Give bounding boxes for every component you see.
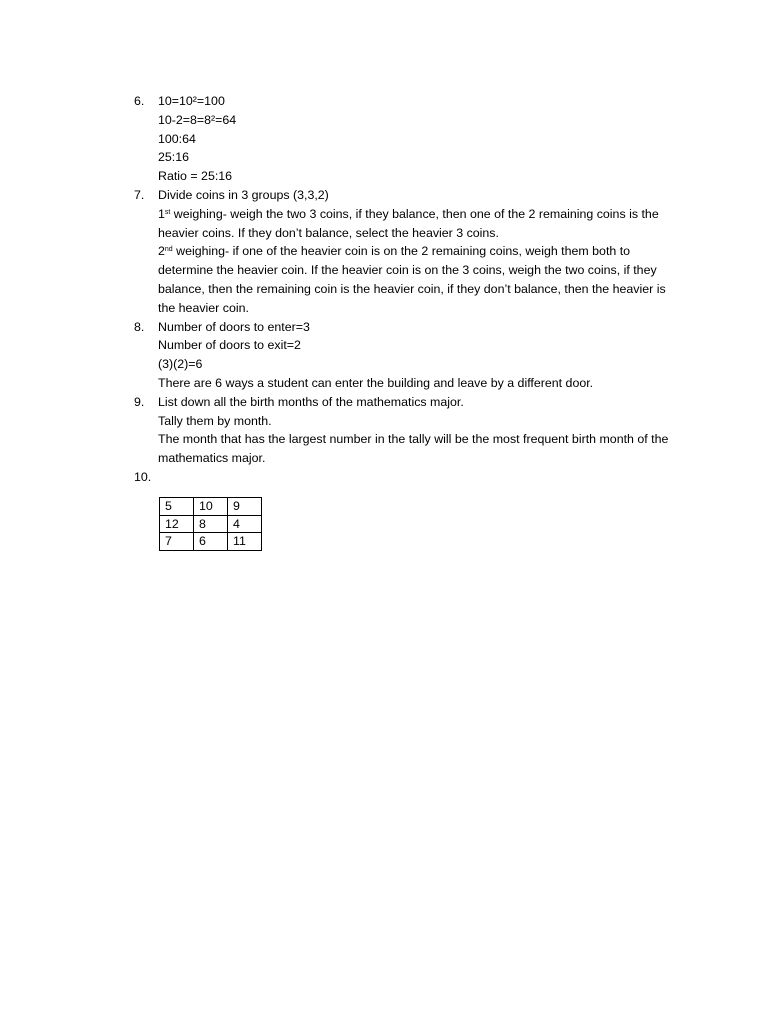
list-item-10	[134, 468, 679, 487]
ratio-result: Ratio = 25:16	[158, 169, 233, 184]
text-line: Number of doors to enter=3	[158, 319, 310, 334]
item-body	[158, 186, 679, 318]
table-cell: 5	[160, 498, 194, 516]
ordinal-number: 2	[158, 244, 165, 259]
item-body	[158, 318, 679, 393]
item-body	[158, 468, 679, 487]
text-line: There are 6 ways a student can enter the building and leave by a different door.	[158, 375, 594, 390]
item-number: 6.	[134, 94, 145, 108]
list-item-9	[134, 393, 679, 468]
table-row	[160, 515, 262, 533]
list-item-6	[134, 92, 679, 186]
first-weighing-paragraph	[158, 205, 679, 243]
text-line: Tally them by month.	[158, 413, 272, 428]
text-line: (3)(2)=6	[158, 357, 203, 372]
table-cell: 9	[228, 498, 262, 516]
list-item-8	[134, 318, 679, 393]
table-cell: 6	[194, 533, 228, 551]
ordinal-suffix: nd	[164, 246, 173, 254]
item-number: 10.	[134, 469, 152, 484]
item-body	[158, 393, 679, 468]
paragraph-text: weighing- weigh the two 3 coins, if they balance, then one of the 2 remaining coins is the heavier coins. If they don’t balance, select the heavier 3 coins.	[158, 206, 659, 240]
table-cell: 10	[194, 498, 228, 516]
table-row	[160, 498, 262, 516]
equation-line: 10=10²=100	[158, 94, 225, 108]
ratio-line: 25:16	[158, 150, 190, 165]
item-intro: Divide coins in 3 groups (3,3,2)	[158, 187, 329, 202]
ordinal-number: 1	[158, 206, 165, 221]
table-row	[160, 533, 262, 551]
table-cell: 12	[160, 515, 194, 533]
table-cell: 8	[194, 515, 228, 533]
second-weighing-paragraph	[158, 242, 679, 317]
item-number: 7.	[134, 187, 145, 202]
paragraph-text: weighing- if one of the heavier coin is on the 2 remaining coins, weigh them both to determine the heavier coin. If the heavier coin is on the 3 coins, weigh the two coins, if they balance, then the remaining coin is the heavier coin, if they don’t balance, then the heavier is the heavier coin.	[158, 244, 666, 315]
ratio-line: 100:64	[158, 131, 196, 146]
magic-square-table	[159, 497, 262, 551]
table-cell: 11	[228, 533, 262, 551]
item-number: 8.	[134, 319, 145, 334]
equation-line: 10-2=8=8²=64	[158, 112, 237, 127]
ordinal-suffix: st	[164, 208, 171, 216]
table-cell: 4	[228, 515, 262, 533]
text-line: Number of doors to exit=2	[158, 338, 301, 353]
item-number: 9.	[134, 394, 145, 409]
list-item-7	[134, 186, 679, 318]
text-line: List down all the birth months of the mathematics major.	[158, 394, 464, 409]
table-cell: 7	[160, 533, 194, 551]
answer-list	[134, 92, 679, 487]
text-paragraph: The month that has the largest number in the tally will be the most frequent birth month of the mathematics major.	[158, 432, 669, 466]
item-body	[158, 92, 679, 186]
